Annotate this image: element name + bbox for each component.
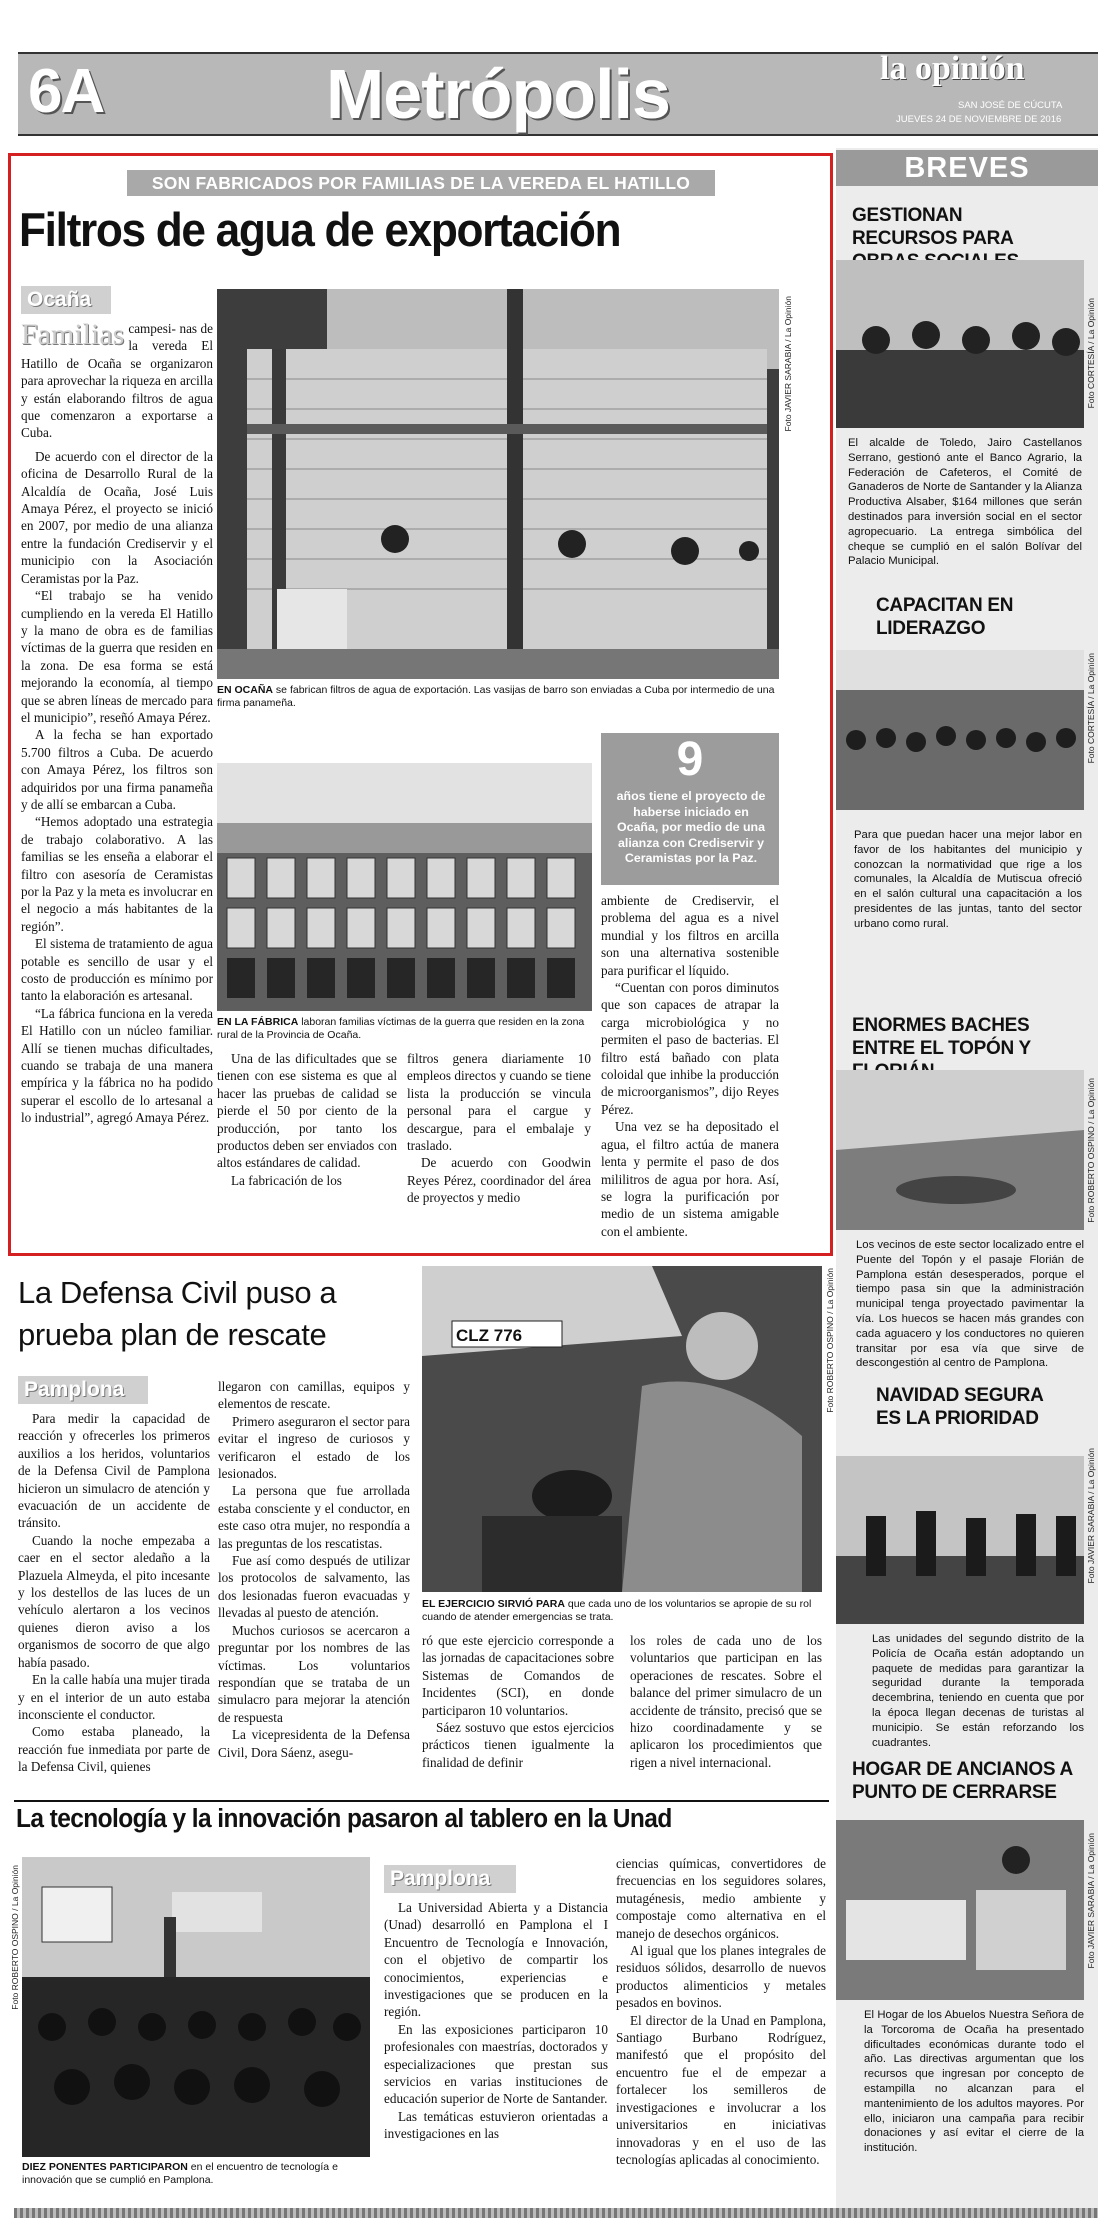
brief-title: NAVIDAD SEGURA ES LA PRIORIDAD bbox=[876, 1385, 1043, 1429]
brief-photo bbox=[836, 1070, 1084, 1230]
body-column-2a: Para medir la capacidad de reacción y ofrecerles los primeros auxilios a los heridos, voluntarios de la Defensa Civil de Pamplona hicieron un simulacro de atención y evacuación de un accidente de tránsito. Cuando la noche empezaba a caer en el sector aledaño a la Plazuela Almeyda, el pito incesante y los destellos de las luces de un vehículo alertaron a los vecinos quienes dieron aviso a los organismos de socorro de que algo había pasado. En la calle había una mujer tirada y en el interior de un auto estaba inconsciente el conductor. Como estaba planeado, la reacción fue inmediata por parte de la Defensa Civil, quienes bbox=[18, 1411, 210, 1775]
body-column-3b: ciencias químicas, convertidores de frecuencias en los seguidores solares, mutagénesis, medio ambiente y compostaje como alternativa en el manejo de desechos orgánicos. Al igual que los planes integrales de residuos sólidos, desarrollo de nuevos productos alimenticios y metales pesados en bovinos. El director de la Unad en Pamplona, Santiago Burbano Rodríguez, manifestó que el propósito del encuentro fue el de empezar a fortalecer los semilleros de investigaciones e involucrar a los universitarios en iniciativas innovadoras y en el uso de las tecnologías aplicadas al conocimiento. bbox=[616, 1856, 826, 2167]
brief-title: ENORMES BACHES ENTRE EL TOPÓN Y bbox=[852, 1015, 1031, 1059]
body-column-3a: La Universidad Abierta y a Distancia (Unad) desarrolló en Pamplona el I Encuentro de Tecnología e Innovación, con el objetivo de compartir los conocimientos, experiencias e investigaciones que se producen en la región. En las exposiciones participaron 10 profesionales con maestrías, doctorados y especializaciones que prestan sus servicios en varias instituciones de educación superior de Norte de Santander. Las temáticas estuvieron orientadas a investigaciones en las bbox=[384, 1900, 608, 2142]
photo-factory bbox=[217, 763, 592, 1011]
brand-logo: la opinión bbox=[880, 50, 1025, 87]
breves-label: BREVES bbox=[836, 150, 1098, 186]
brief-photo-illustration bbox=[836, 1820, 1084, 2000]
brief-photo bbox=[836, 1456, 1084, 1624]
brief-photo-illustration bbox=[836, 650, 1084, 810]
photo-credit-1: Foto JAVIER SARABIA / La Opinión bbox=[783, 296, 793, 432]
conference-illustration bbox=[22, 1857, 370, 2157]
body-column-2c: ró que este ejercicio corresponde a las jornadas de capacitaciones sobre Sistemas de Comandos de Incidentes (SCI), en donde participaron 10 voluntarios. Sáez sostuvo que estos ejercicios prácticos tienen igualmente la finalidad de definir bbox=[422, 1633, 614, 1770]
divider bbox=[14, 1800, 829, 1802]
fact-box bbox=[601, 733, 779, 885]
story-defensa-civil bbox=[8, 1268, 833, 1798]
story-unad bbox=[8, 1805, 833, 2215]
brief-photo bbox=[836, 1820, 1084, 2000]
page-number: 6A bbox=[28, 57, 104, 126]
headline-3: La tecnología y la innovación pasaron al tablero en la Unad bbox=[16, 1805, 672, 1833]
caption-3: EL EJERCICIO SIRVIÓ PARA que cada uno de los voluntarios se apropie de su rol cuando de atender emergencias se trata. bbox=[422, 1598, 812, 1623]
kiln-illustration bbox=[217, 289, 779, 679]
brief-photo-illustration bbox=[836, 1070, 1084, 1230]
body-column-3: filtros genera diariamente 10 empleos directos y cuando se tiene lista la producción se vincula personal para el cargue y descargue, para el embalaje y traslado. De acuerdo con Goodwin Reyes Pérez, coordinador del área de proyectos y medio bbox=[407, 1051, 591, 1206]
page-header bbox=[0, 38, 1114, 148]
brief-credit: Foto ROBERTO OSPINO / La Opinión bbox=[1086, 1078, 1096, 1223]
photo-kiln bbox=[217, 289, 779, 679]
factory-illustration bbox=[217, 763, 592, 1011]
brief-text: El Hogar de los Abuelos Nuestra Señora de la Torcoroma de Ocaña ha presentado dificultades económicas durante todo el año. Las directivas argumentan que los recursos que ingresan por concepto de estampilla no alcanzan para el mantenimiento de los adultos mayores. Por ello, iniciaron una campaña para recibir donaciones y así evitar el cierre de la institución. bbox=[864, 2009, 1084, 2155]
brief-title: HOGAR DE ANCIANOS A PUNTO DE CERRARSE bbox=[852, 1759, 1073, 1803]
brief-title: GESTIONAN RECURSOS PARA bbox=[852, 205, 1013, 249]
fact-text: años tiene el proyecto de haberse iniciado en Ocaña, por medio de una alianza con Crediservir y Ceramistas por la Paz. bbox=[616, 789, 766, 865]
brief-credit: Foto CORTESÍA / La Opinión bbox=[1086, 298, 1096, 409]
section-title: Metrópolis bbox=[326, 55, 670, 133]
breves-sidebar bbox=[836, 148, 1098, 2216]
body-column-2d: los roles de cada uno de los voluntarios que participan en las operaciones de rescates. Sobre el balance del primer simulacro de un accidente de tránsito, precisó que se hizo coordinadamente y se aplicaron los procedimientos que rigen a nivel internacional. bbox=[630, 1633, 822, 1770]
brief-title: CAPACITAN EN LIDERAZGO bbox=[876, 595, 1014, 639]
brief-credit: Foto JAVIER SARABIA / La Opinión bbox=[1086, 1448, 1096, 1584]
header-date: JUEVES 24 DE NOVIEMBRE DE 2016 bbox=[896, 114, 1062, 125]
body-column-2: Una de las dificultades que se tienen con ese sistema es que al hacer las pruebas de calidad se pierde el 50 por ciento de la producción, por tanto los productos deben ser enviados con altos estándares de calidad. La fabricación de los bbox=[217, 1051, 397, 1188]
story-filtros bbox=[8, 153, 833, 1256]
location-tag: Ocaña bbox=[21, 286, 111, 314]
photo-credit-3: Foto ROBERTO OSPINO / La Opinión bbox=[10, 1865, 20, 2010]
brief-photo-illustration bbox=[836, 1456, 1084, 1624]
brief-credit: Foto CORTESÍA / La Opinión bbox=[1086, 653, 1096, 764]
headline: Filtros de agua de exportación bbox=[19, 203, 621, 256]
body-column-2b: llegaron con camillas, equipos y elementos de rescate. Primero aseguraron el sector para evitar el ingreso de curiosos y verificaron el estado de los lesionados. La persona que fue arrollada estaba consciente y el conductor, en este caso otra mujer, no respondía a las preguntas de los rescatistas. Fue así como después de utilizar los protocolos de salvamento, las dos lesionadas fueron evacuadas y llevadas al puesto de atención. Muchos curiosos se acercaron a preguntar por los nombres de las víctimas. Los voluntarios respondían que se trataba de un simulacro para mejorar la atención de respuesta La vicepresidenta de la Defensa Civil, Dora Sáenz, asegu- bbox=[218, 1379, 410, 1760]
license-plate: CLZ 776 bbox=[456, 1326, 523, 1345]
header-city: SAN JOSÉ DE CÚCUTA bbox=[958, 100, 1063, 111]
kicker: SON FABRICADOS POR FAMILIAS DE LA VEREDA EL HATILLO bbox=[127, 170, 715, 196]
brief-photo bbox=[836, 260, 1084, 428]
fact-number: 9 bbox=[676, 733, 704, 786]
photo-conference bbox=[22, 1857, 370, 2157]
body-column-1: Familias campesi- nas de la vereda El Hatillo de Ocaña se organizaron para aprovechar la riqueza en arcilla y están elaborando filtros de agua que comenzaron a exportarse a Cuba. De acuerdo con el director de la oficina de Desarrollo Rural de la Alcaldía de Ocaña, José Luis Amaya Pérez, el proyecto se inició en 2007, por medio de una alianza entre la fundación Crediservir y el municipio con la Asociación Ceramistas por la Paz. “El trabajo se ha venido cumpliendo en la vereda El Hatillo y la mano de obra es de familias víctimas de la guerra que residen en la zona. De esa forma se está mejorando la economía, al tiempo que se abren líneas de mercado para el municipio”, reseñó Amaya Pérez. A la fecha se han exportado 5.700 filtros a Cuba. De acuerdo con Amaya Pérez, los filtros son adquiridos por una firma panameña y de allí se embarcan a Cuba. “Hemos adoptado una estrategia de trabajo colaborativo. A las familias se les enseña a elaborar el filtro con asesoría de Ceramistas por la Paz y la meta es involucrar en el negocio a más habitantes de la región”. El sistema de tratamiento de agua potable es sencillo de usar y el costo de producción es mínimo por tanto la elaboración es artesanal. “La fábrica funciona en la vereda El Hatillo con un núcleo familiar. Allí se tienen muchas dificultades, cuando se trabaja de una manera empírica y la fábrica no ha podido superar el escollo de lo artesanal a lo industrial”, agregó Amaya Pérez. bbox=[21, 318, 214, 1126]
photo-credit-2: Foto ROBERTO OSPINO / La Opinión bbox=[825, 1268, 835, 1413]
location-tag-2: Pamplona bbox=[18, 1376, 148, 1404]
headline-2: La Defensa Civil puso a prueba plan de rescate bbox=[18, 1275, 337, 1352]
caption-4: DIEZ PONENTES PARTICIPARON en el encuentro de tecnología e innovación que se cumplió en Pamplona. bbox=[22, 2161, 338, 2186]
location-tag-3: Pamplona bbox=[384, 1865, 516, 1893]
brief-photo bbox=[836, 650, 1084, 810]
brief-text: El alcalde de Toledo, Jairo Castellanos Serrano, gestionó ante el Banco Agrario, la Federación de Cafeteros, el Comité de Ganaderos de Norte de Santander y la Alianza Productiva Alsaber, $164 millones que serán destinados para inversión social en el sector agropecuario. La entrega simbólica del cheque se cumplió en el salón Bolívar del Palacio Municipal. bbox=[848, 437, 1082, 568]
brief-text: Para que puedan hacer una mejor labor en favor de los habitantes del municipio y conozcan la normatividad que rige a los comunales, la Alcaldía de Mutiscua ofreció en el salón cultural una capacitación a los presidentes de las juntas, tanto del sector urbano como rural. bbox=[854, 829, 1082, 930]
caption-2: EN LA FÁBRICA laboran familias víctimas de la guerra que residen en la zona rural de la Provincia de Ocaña. bbox=[217, 1016, 585, 1041]
photo-rescue bbox=[422, 1266, 822, 1592]
brief-text: Las unidades del segundo distrito de la Policía de Ocaña están adoptando un paquete de medidas para garantizar la seguridad durante la temporada decembrina, teniendo en cuenta que por la época llegan decenas de turistas al municipio. Se están reforzando los cuadrantes. bbox=[872, 1633, 1084, 1749]
brief-photo-illustration bbox=[836, 260, 1084, 428]
body-column-4: ambiente de Crediservir, el problema del agua es a nivel mundial y los filtros en arcilla son una alternativa sostenible para purificar el líquido. “Cuentan con poros diminutos que son capaces de atrapar la carga microbiológica y no permiten el paso de bacterias. El filtro está bañado con plata coloidal que inhibe la producción de microorganismos”, dijo Reyes Pérez. Una vez se ha depositado el agua, el filtro actúa de manera lenta y permite el paso de dos mililitros de agua por hora. Así, se logra la purificación por medio de un sistema amigable con el ambiente. bbox=[601, 893, 779, 1239]
brief-credit: Foto JAVIER SARABIA / La Opinión bbox=[1086, 1833, 1096, 1969]
caption-1: EN OCAÑA se fabrican filtros de agua de exportación. Las vasijas de barro son enviadas a Cuba por intermedio de una firma panameña. bbox=[217, 684, 775, 709]
brief-text: Los vecinos de este sector localizado entre el Puente del Topón y el pasaje Florián de Pamplona están desesperados, porque el tiempo pasa sin que la administración municipal tenga proyectado pavimentar la vía. Los huecos se hacen más grandes con cada aguacero y los conductores no quieren transitar por esa vía que sirve de descongestión al centro de Pamplona. bbox=[856, 1239, 1084, 1370]
footer-rule bbox=[14, 2208, 1098, 2218]
rescue-illustration bbox=[422, 1266, 822, 1592]
dropcap: Familias bbox=[21, 318, 125, 351]
